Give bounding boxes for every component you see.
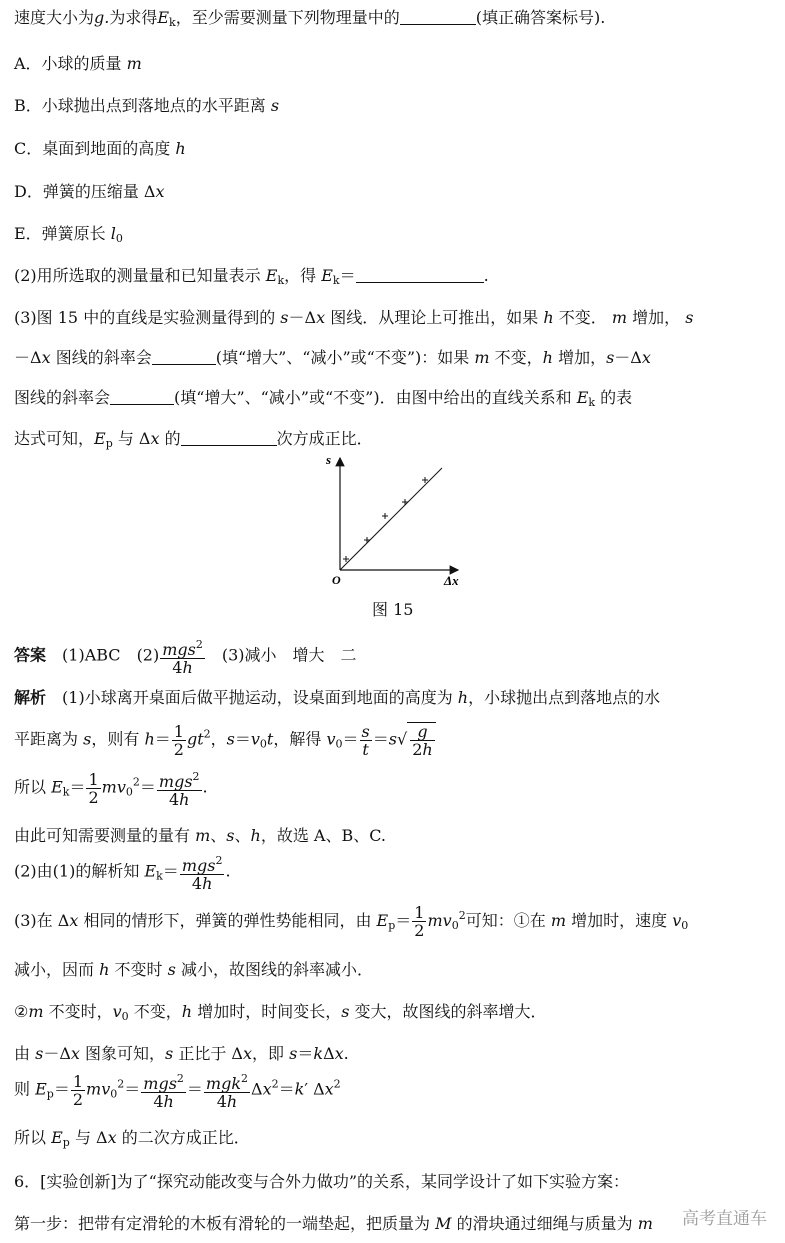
option-d: D．弹簧的压缩量 Δx [14, 182, 165, 201]
question-2: (2)用所选取的测量量和已知量表示 $E_k$，得 $E_k=$ . [14, 266, 489, 287]
question-3-line-3: 图线的斜率会 (填“增大”、“减小”或“不变”)．由图中给出的直线关系和 $E_k$ 的表 [14, 388, 633, 409]
answer-line: 答案 (1)ABC (2) $\frac{mgs^2}{4h}$ (3)减小 增大 二 [14, 638, 357, 677]
analysis-line-4: 由此可知需要测量的量有 m、s、h，故选 A、B、C. [14, 826, 387, 845]
origin-label: O [332, 573, 341, 587]
fit-line [340, 468, 442, 570]
option-c: C．桌面到地面的高度 h [14, 139, 186, 158]
analysis-line-8: ②m 不变时，$v_0$ 不变，h 增加时，时间变长，s 变大，故图线的斜率增大． [14, 1002, 547, 1023]
option-e: E．弹簧原长 $l_0$ [14, 224, 123, 245]
question-line-1: 速度大小为g.为求得$E_k$，至少需要测量下列物理量中的 (填正确答案标号). [14, 8, 606, 29]
data-points [343, 477, 428, 562]
question-3-line-4: 达式可知，$E_p$ 与 Δx 的 次方成正比． [14, 429, 373, 450]
analysis-line-2: 平距离为 s，则有 h＝ $\frac{1}{2}$ $gt^2$，$s=v_0t$，解得 $v_0=$ $\frac{s}{t}$ ＝s√ $\frac{g}{2h}$ [14, 722, 436, 758]
analysis-line-9: 由 s－Δx 图象可知，s 正比于 Δx，即 s＝kΔx. [14, 1044, 349, 1063]
data-point [382, 513, 388, 519]
figure-caption: 图 15 [372, 600, 414, 619]
analysis-line-5: (2)由(1)的解析知 $E_k=$ $\frac{mgs^2}{4h}$ . [14, 854, 231, 893]
option-b: B．小球抛出点到落地点的水平距离 s [14, 96, 280, 115]
question-3-line-2: －Δx 图线的斜率会 (填“增大”、“减小”或“不变”)：如果 m 不变，h 增加，s－Δx [14, 348, 651, 367]
analysis-line-10: 则 $E_p=$ $\frac{1}{2}$ $mv_0^2=$ $\frac{mgs^2}{4h}$ ＝ $\frac{mgk^2}{4h}$ $\Delta x^2=k'$ $\Delta x^2$ [14, 1071, 341, 1111]
data-point [364, 537, 370, 543]
x-axis-label: Δx [444, 573, 459, 588]
y-axis-label: s [326, 452, 332, 467]
next-question-line-1: 6．[实验创新]为了“探究动能改变与合外力做功”的关系，某同学设计了如下实验方案： [14, 1172, 630, 1191]
analysis-line-1: 解析 (1)小球离开桌面后做平抛运动，设桌面到地面的高度为 h，小球抛出点到落地点的水 [14, 688, 661, 707]
next-question-line-2: 第一步：把带有定滑轮的木板有滑轮的一端垫起，把质量为 M 的滑块通过细绳与质量为 m [14, 1214, 653, 1233]
data-point [422, 477, 428, 483]
option-a: A．小球的质量 m [14, 54, 142, 73]
analysis-line-7: 减小，因而 h 不变时 s 减小，故图线的斜率减小． [14, 960, 373, 979]
analysis-line-11: 所以 $E_p$ 与 Δx 的二次方成正比． [14, 1128, 250, 1149]
data-point [343, 556, 349, 562]
data-point [402, 499, 408, 505]
s-dx-graph [318, 452, 468, 588]
question-3-line-1: (3)图 15 中的直线是实验测量得到的 s－Δx 图线．从理论上可推出，如果 h 不变． m 增加， s [14, 308, 694, 327]
analysis-line-3: 所以 $E_k=$ $\frac{1}{2}$ $mv_0^2=$ $\frac{mgs^2}{4h}$ . [14, 769, 208, 809]
watermark: 高考直通车 [682, 1209, 767, 1229]
analysis-line-6: (3)在 Δx 相同的情形下，弹簧的弹性势能相同，由 $E_p=$ $\frac{1}{2}$ $mv_0^2$可知：①在 m 增加时，速度 $v_0$ [14, 903, 689, 940]
